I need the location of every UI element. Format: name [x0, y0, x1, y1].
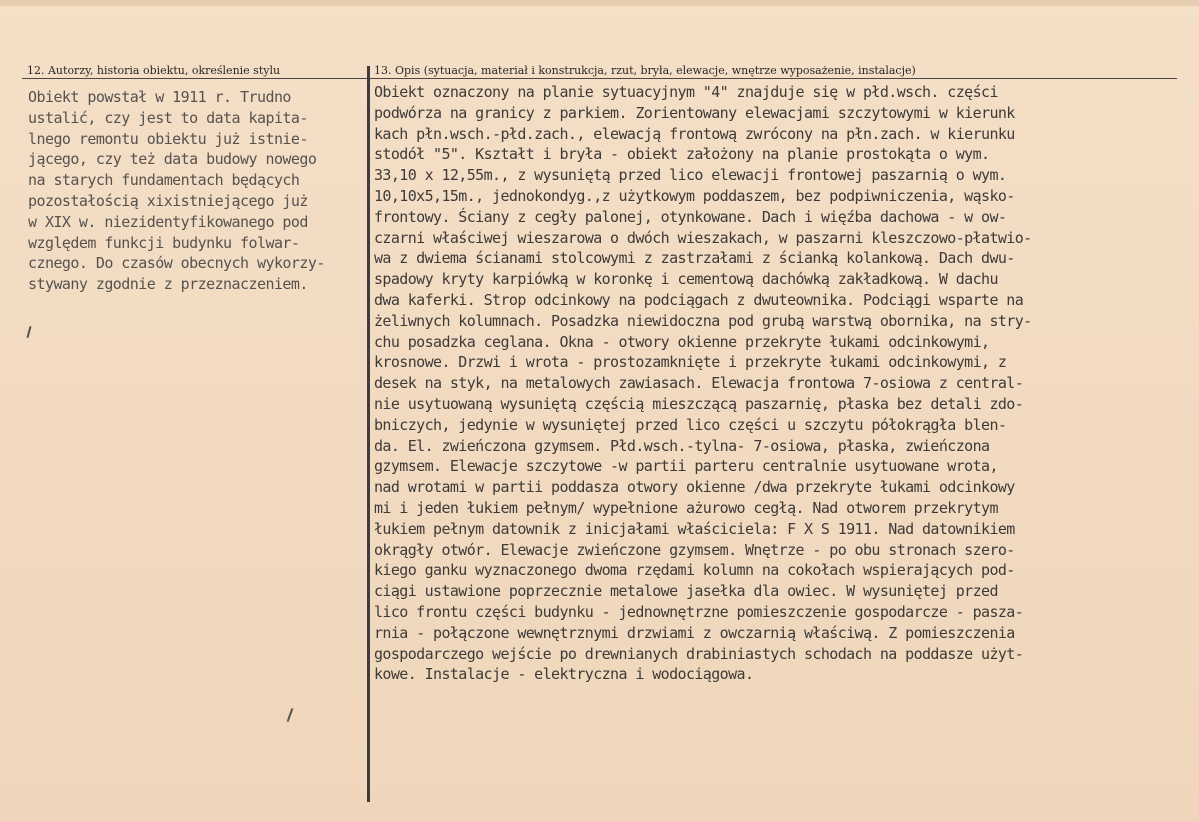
- text-line: kiego ganku wyznaczonego dwoma rzędami kolumn na cokołach wspierających pod-: [374, 561, 1015, 580]
- text-line: chu posadzka ceglana. Okna - otwory okienne przekryte łukami odcinkowymi,: [374, 332, 990, 351]
- text-line: względem funkcji budynku folwar-: [28, 233, 300, 252]
- text-line: łukiem pełnym datownik z inicjałami właściciela: F X S 1911. Nad datownikiem: [374, 519, 1015, 538]
- text-line: lico frontu części budynku - jednownętrzne pomieszczenie gospodarcze - pasza-: [374, 602, 1024, 621]
- text-line: frontowy. Ściany z cegły palonej, otynkowane. Dach i więźba dachowa - w ow-: [374, 207, 1007, 226]
- text-line: gzymsem. Elewacje szczytowe -w partii parteru centralnie usytuowane wrota,: [374, 457, 998, 476]
- text-line: lnego remontu obiektu już istnie-: [28, 129, 308, 148]
- text-line: ciągi ustawione poprzecznie metalowe jasełka dla owiec. W wysuniętej przed: [374, 582, 998, 601]
- heading-divider: [22, 78, 1177, 79]
- column-divider: [367, 66, 370, 802]
- text-line: ustalić, czy jest to data kapita-: [28, 108, 308, 127]
- text-line: w XIX w. niezidentyfikowanego pod: [28, 212, 308, 231]
- text-line: podwórza na granicy z parkiem. Zorientowany elewacjami szczytowymi w kierunk: [374, 103, 1015, 122]
- text-line: wa z dwiema ścianami stolcowymi z zastrzałami z ścianką kolankową. Dach dwu-: [374, 249, 1015, 268]
- text-line: 10,10x5,15m., jednokondyg.,z użytkowym poddaszem, bez podpiwniczenia, wąsko-: [374, 186, 1015, 205]
- text-line: pozostałością xixistniejącego już: [28, 191, 308, 210]
- text-line: spadowy kryty karpiówką w koronkę i cementową dachówką zakładkową. W dachu: [374, 270, 998, 289]
- text-line: dwa kaferki. Strop odcinkowy na podciągach z dwuteownika. Podciągi wsparte na: [374, 290, 1024, 309]
- text-line: czarni właściwej wieszarowa o dwóch wieszakach, w paszarni kleszczowo-płatwio-: [374, 228, 1032, 247]
- text-line: na starych fundamentach będących: [28, 171, 300, 190]
- text-line: nad wrotami w partii poddasza otwory okienne /dwa przekryte łukami odcinkowy: [374, 478, 1015, 497]
- text-line: Obiekt oznaczony na planie sytuacyjnym "4" znajduje się w płd.wsch. części: [374, 83, 998, 101]
- text-line: nie usytuowaną wysuniętą częścią mieszczącą paszarnię, płaska bez detali zdo-: [374, 394, 1024, 413]
- section-12-text: [28, 87, 325, 295]
- text-line: 33,10 x 12,55m., z wysuniętą przed lico elewacji frontowej paszarnią o wym.: [374, 166, 1007, 185]
- text-line: kach płn.wsch.-płd.zach., elewacją frontową zwrócony na płn.zach. w kierunku: [374, 124, 1015, 143]
- text-line: okrągły otwór. Elewacje zwieńczone gzymsem. Wnętrze - po obu stronach szero-: [374, 540, 1015, 559]
- pen-mark: [26, 326, 31, 338]
- text-line: kowe. Instalacje - elektryczna i wodociągowa.: [374, 665, 754, 684]
- text-line: jącego, czy też data budowy nowego: [28, 150, 317, 169]
- text-line: Obiekt powstał w 1911 r. Trudno: [28, 88, 291, 106]
- text-line: mi i jeden łukiem pełnym/ wypełnione ażurowo cegłą. Nad otworem przekrytym: [374, 498, 998, 517]
- text-line: stywany zgodnie z przeznaczeniem.: [28, 275, 308, 294]
- section-13-text: [374, 82, 1032, 685]
- text-line: cznego. Do czasów obecnych wykorzy-: [28, 254, 325, 273]
- text-line: żeliwnych kolumnach. Posadzka niewidoczna pod grubą warstwą obornika, na stry-: [374, 311, 1032, 330]
- text-line: desek na styk, na metalowych zawiasach. Elewacja frontowa 7-osiowa z central-: [374, 374, 1024, 393]
- text-line: stodół "5". Kształt i bryła - obiekt założony na planie prostokąta o wym.: [374, 145, 990, 164]
- text-line: bniczych, jedynie w wysuniętej przed lico części u szczytu półokrągła blen-: [374, 415, 1007, 434]
- pen-mark: [287, 708, 294, 722]
- section-13-heading: 13. Opis (sytuacja, materiał i konstrukcja, rzut, bryła, elewacje, wnętrze wyposażenie, instalacje): [374, 64, 916, 77]
- text-line: gospodarczego wejście po drewnianych drabiniastych schodach na poddasze użyt-: [374, 644, 1024, 663]
- section-12-heading: 12. Autorzy, historia obiektu, określenie stylu: [27, 64, 281, 77]
- text-line: da. El. zwieńczona gzymsem. Płd.wsch.-tylna- 7-osiowa, płaska, zwieńczona: [374, 436, 990, 455]
- card-top-edge: [0, 0, 1199, 6]
- text-line: rnia - połączone wewnętrznymi drzwiami z owczarnią właściwą. Z pomieszczenia: [374, 623, 1015, 642]
- text-line: krosnowe. Drzwi i wrota - prostozamknięte i przekryte łukami odcinkowymi, z: [374, 353, 1007, 372]
